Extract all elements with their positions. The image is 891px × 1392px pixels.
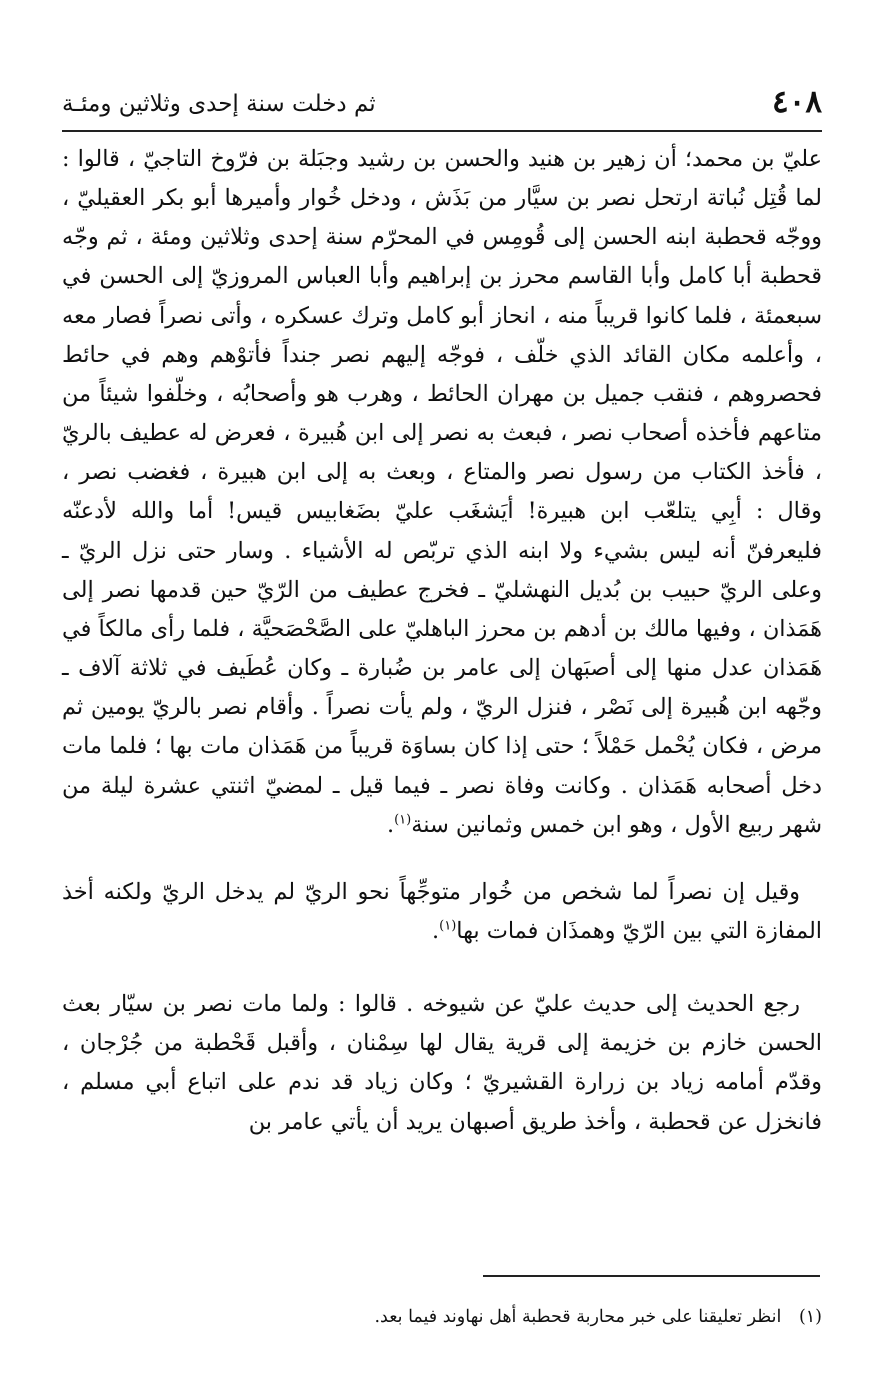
paragraph-2-text: وقيل إن نصراً لما شخص من خُوار متوجِّهاً نحو الريّ لم يدخل الريّ ولكنه أخذ المفازة التي بين الرّيّ وهمذَان فمات بها xyxy=(62,878,822,944)
paragraph-3: رجع الحديث إلى حديث عليّ عن شيوخه . قالوا : ولما مات نصر بن سيّار بعث الحسن خازم بن خزيمة إلى قرية يقال لها سِمْنان ، وأقبل قَحْطبة من جُرْجان ، وقدّم أمامه زياد بن زرارة القشيريّ ؛ وكان زياد قد ندم على اتباع أبي مسلم ، فانخزل عن قحطبة ، وأخذ طريق أصبهان يريد أن يأتي عامر بن xyxy=(62,991,822,1135)
page-number: ٤٠٨ xyxy=(772,84,822,120)
footnote-divider xyxy=(483,1275,820,1277)
paragraph-1 xyxy=(62,140,822,845)
paragraph-1-end: . xyxy=(386,811,395,838)
paragraph-1-text: عليّ بن محمد؛ أن زهير بن هنيد والحسن بن رشيد وجبَلة بن فرّوخ التاجيّ ، قالوا : لما قُتِل نُباتة ارتحل نصر بن سيَّار من بَذَش ، ودخل خُوار وأميرها أبو بكر العقيليّ ، ووجّه قحطبة ابنه الحسن إلى قُومِس في المحرّم سنة إحدى وثلاثين ومئة ، ثم وجّه قحطبة أبا كامل وأبا القاسم محرز بن إبراهيم وأبا العباس المروزيّ إلى الحسن في سبعمئة ، فلما كانوا قريباً منه ، انحاز أبو كامل وترك عسكره ، وأتى نصراً فصار معه ، وأعلمه مكان القائد الذي خلّف ، فوجّه إليهم نصر جنداً فأتوْهم وهم في حائط فحصروهم ، فنقب جميل بن مهران الحائط ، وهرب هو وأصحابُه ، وخلّفوا شيئاً من متاعهم فأخذه أصحاب نصر ، فبعث به نصر إلى ابن هُبيرة ، فعرض له عطيف بالريّ ، فأخذ الكتاب من رسول نصر والمتاع ، وبعث به إلى ابن هبيرة ، فغضب نصر ، وقال : أبِي يتلعّب ابن هبيرة! أيَشغَب عليّ بضَغابيس قيس! أما والله لأدعنّه فليعرفنّ أنه ليس بشيء ولا ابنه الذي تربّص له الأشياء . وسار حتى نزل الريّ ـ وعلى الريّ حبيب بن بُديل النهشليّ ـ فخرج عطيف من الرّيّ حين قدمها نصر إلى هَمَذان ، وفيها مالك بن أدهم بن محرز الباهليّ على الصَّحْصَحيَّة ، فلما رأى مالكاً في هَمَذان عدل منها إلى أصبَهان إلى عامر بن ضُبارة ـ وكان عُطَيف في ثلاثة آلاف ـ وجّهه ابن هُبيرة إلى نَصْر ، فنزل الريّ ، ولم يأت نصراً . وأقام نصر بالريّ يومين ثم مرض ، فكان يُحْمل حَمْلاً ؛ حتى إذا كان بساوَة قريباً من هَمَذان مات بها ؛ فلما مات دخل أصحابه هَمَذان . وكانت وفاة نصر ـ فيما قيل ـ لمضيّ اثنتي عشرة ليلة من شهر ربيع الأول ، وهو ابن خمس وثمانين سنة xyxy=(62,146,822,838)
footnote-reference-1: (١) xyxy=(394,812,412,828)
page-header xyxy=(62,78,822,132)
footnote-reference-2: (١) xyxy=(439,918,457,934)
footnote-text: انظر تعليقنا على خبر محاربة قحطبة أهل نهاوند فيما بعد. xyxy=(374,1307,782,1327)
running-title: ثم دخلت سنة إحدى وثلاثين ومئـة xyxy=(62,91,376,117)
paragraph-2 xyxy=(62,873,822,951)
paragraph-2-end: . xyxy=(432,917,440,944)
footnote xyxy=(62,1302,822,1332)
footnote-marker: (١) xyxy=(798,1307,822,1327)
main-text xyxy=(62,140,822,1142)
